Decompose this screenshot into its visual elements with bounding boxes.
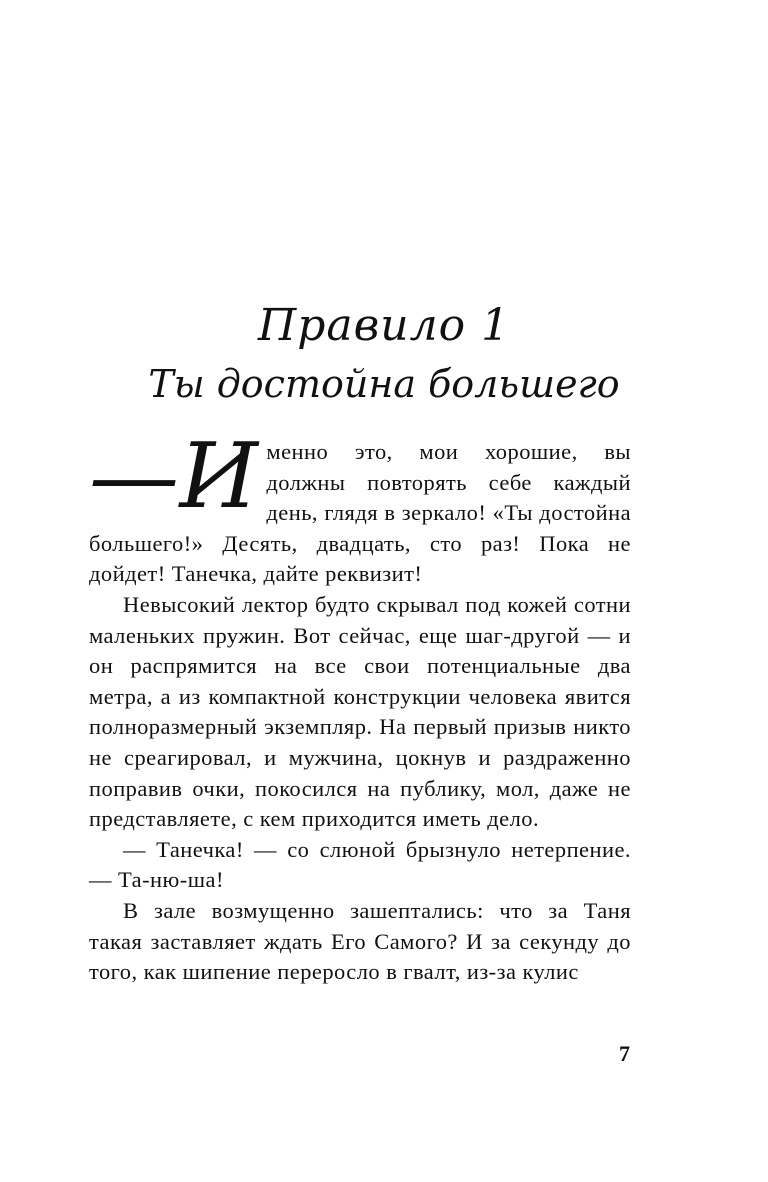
paragraph-2: Невысокий лектор будто скрывал под кожей сотни маленьких пружин. Вот сейчас, еще шаг-другой — и он распрямится на все свои потенциальные два метра, а из компактной конструкции человека явится полноразмерный экземпляр. На первый призыв никто не среагировал, и мужчина, цокнув и раздраженно поправив очки, покосился на публику, мол, даже не представляете, с кем приходится иметь дело.	[89, 591, 631, 832]
paragraph-1	[89, 424, 631, 590]
paragraph-4: В зале возмущенно зашептались: что за Таня такая заставляет ждать Его Самого? И за секунду до того, как шипение переросло в гвалт, из-за кулис	[89, 897, 631, 985]
page-number: 7	[619, 1041, 630, 1066]
paragraph-1-text: менно это, мои хорошие, вы должны повторять себе каждый день, глядя в зеркало! «Ты достойна большего!» Десять, двадцать, сто раз! Пока не дойдет! Танечка, дайте реквизит!	[89, 439, 631, 587]
dropcap: —И	[89, 424, 259, 529]
chapter-subtitle: Ты достойна большего	[148, 362, 620, 406]
chapter-rule-title: Правило 1	[257, 300, 511, 351]
paragraph-3: — Танечка! — со слюной брызнуло нетерпение. — Та-ню-ша!	[89, 836, 631, 893]
body-text	[89, 424, 631, 988]
